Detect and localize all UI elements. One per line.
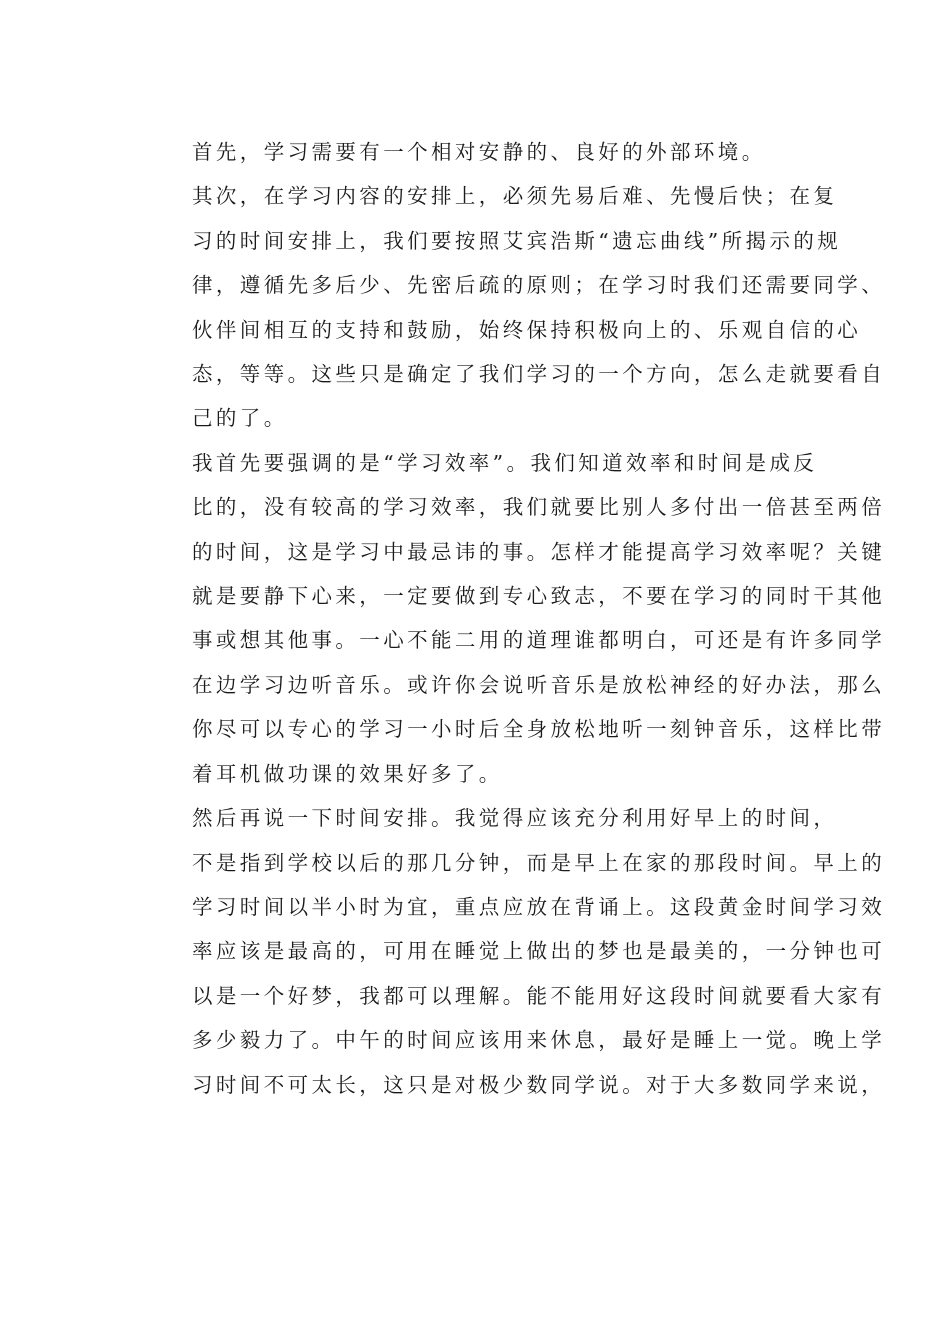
- paragraph-efficiency: [148, 441, 886, 796]
- text-line: 律，遵循先多后少、先密后疏的原则；在学习时我们还需要同学、: [192, 273, 886, 298]
- text-line: 的时间，这是学习中最忌讳的事。怎样才能提高学习效率呢？关键: [192, 539, 886, 564]
- text-line: 在边学习边听音乐。或许你会说听音乐是放松神经的好办法，那么: [192, 672, 886, 697]
- document-body: [148, 130, 886, 1107]
- paragraph-environment: [148, 130, 808, 174]
- text-line: 首先，学习需要有一个相对安静的、良好的外部环境。: [192, 140, 766, 164]
- text-line: 我首先要强调的是“学习效率”。我们知道效率和时间是成反: [192, 450, 818, 475]
- text-line: 伙伴间相互的支持和鼓励，始终保持积极向上的、乐观自信的心: [192, 317, 862, 342]
- text-line: 以是一个好梦，我都可以理解。能不能用好这段时间就要看大家有: [192, 983, 886, 1008]
- paragraph-time-schedule: [148, 796, 886, 1107]
- text-line: 然后再说一下时间安排。我觉得应该充分利用好早上的时间，: [192, 806, 838, 831]
- text-line: 学习时间以半小时为宜，重点应放在背诵上。这段黄金时间学习效: [192, 894, 886, 919]
- text-line: 着耳机做功课的效果好多了。: [192, 761, 503, 786]
- text-line: 事或想其他事。一心不能二用的道理谁都明白，可还是有许多同学: [192, 628, 886, 653]
- text-line: 其次，在学习内容的安排上，必须先易后难、先慢后快；在复: [192, 184, 838, 209]
- text-line: 率应该是最高的，可用在睡觉上做出的梦也是最美的，一分钟也可: [192, 939, 886, 964]
- text-line: 习的时间安排上，我们要按照艾宾浩斯“遗忘曲线”所揭示的规: [192, 228, 842, 253]
- text-line: 态，等等。这些只是确定了我们学习的一个方向，怎么走就要看自: [192, 362, 886, 387]
- text-line: 己的了。: [192, 406, 288, 431]
- text-line: 习时间不可太长，这只是对极少数同学说。对于大多数同学来说，: [192, 1072, 886, 1097]
- text-line: 你尽可以专心的学习一小时后全身放松地听一刻钟音乐，这样比带: [192, 717, 886, 742]
- text-line: 多少毅力了。中午的时间应该用来休息，最好是睡上一觉。晚上学: [192, 1028, 886, 1053]
- text-line: 比的，没有较高的学习效率，我们就要比别人多付出一倍甚至两倍: [192, 495, 886, 520]
- paragraph-arrangement: [148, 174, 886, 440]
- text-line: 就是要静下心来，一定要做到专心致志，不要在学习的同时干其他: [192, 584, 886, 609]
- text-line: 不是指到学校以后的那几分钟，而是早上在家的那段时间。早上的: [192, 850, 886, 875]
